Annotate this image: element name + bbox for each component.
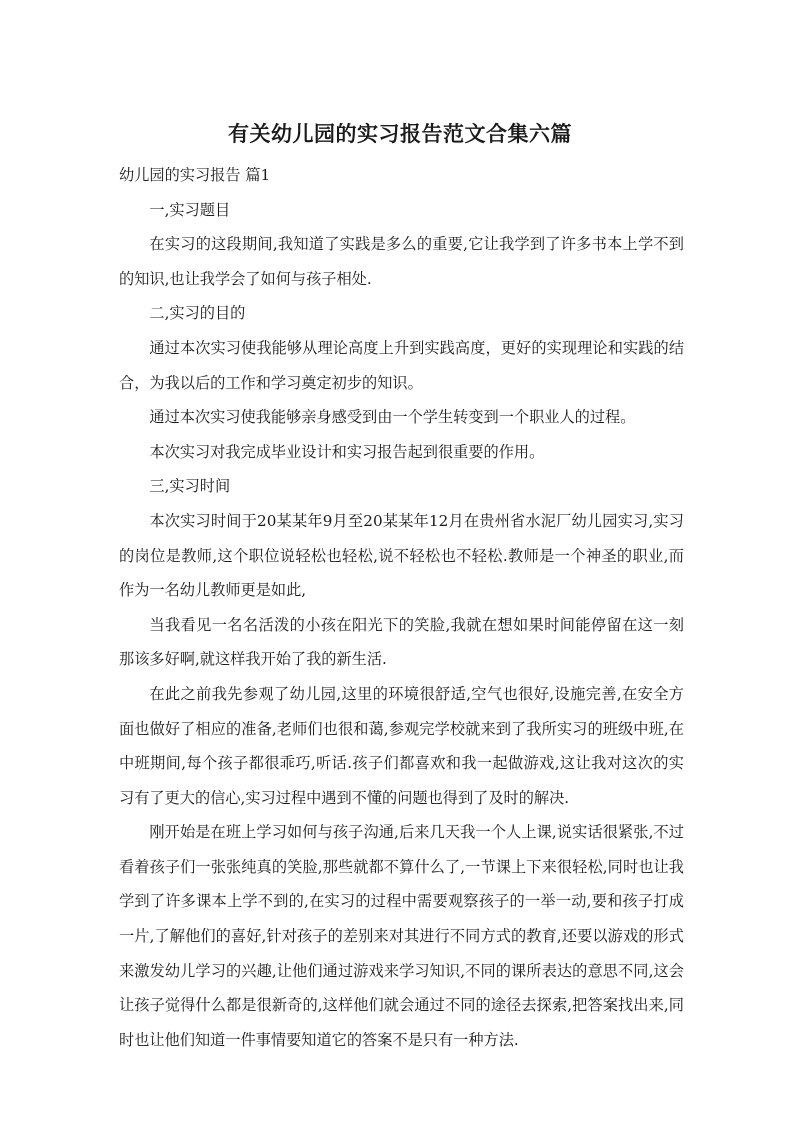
document-body — [119, 158, 684, 1057]
body-paragraph: 通过本次实习使我能够亲身感受到由一个学生转变到一个职业人的过程。 — [149, 408, 636, 427]
body-paragraph: 通过本次实习使我能够从理论高度上升到实践高度，更好的实现理论和实践的结合，为我以后的工作和学习奠定初步的知识。 — [119, 338, 684, 392]
subheading-topic: 一,实习题目 — [149, 200, 231, 219]
body-paragraph: 本次实习对我完成毕业设计和实习报告起到很重要的作用。 — [149, 442, 545, 461]
body-paragraph: 在此之前我先参观了幼儿园,这里的环境很舒适,空气也很好,设施完善,在安全方面也做好了相应的准备,老师们也很和蔼,参观完学校就来到了我所实习的班级中班,在中班期间,每个孩子都很乖巧,听话.孩子们都喜欢和我一起做游戏,这让我对这次的实习有了更大的信心,实习过程中遇到不懂的问题也得到了及时的解决. — [119, 684, 684, 807]
body-paragraph: 当我看见一名名活泼的小孩在阳光下的笑脸,我就在想如果时间能停留在这一刻那该多好啊,就这样我开始了我的新生活. — [119, 615, 684, 669]
section-heading: 幼儿园的实习报告 篇1 — [119, 166, 271, 184]
body-paragraph: 本次实习时间于20某某年9月至20某某年12月在贵州省水泥厂幼儿园实习,实习的岗位是教师,这个职位说轻松也轻松,说不轻松也不轻松.教师是一个神圣的职业,而作为一名幼儿教师更是如此, — [119, 511, 684, 600]
document-title: 有关幼儿园的实习报告范文合集六篇 — [228, 122, 572, 146]
body-paragraph: 刚开始是在班上学习如何与孩子沟通,后来几天我一个人上课,说实话很紧张,不过看着孩子们一张张纯真的笑脸,那些就都不算什么了,一节课上下来很轻松,同时也让我学到了许多课本上学不到的,在实习的过程中需要观察孩子的一举一动,要和孩子打成一片,了解他们的喜好,针对孩子的差别来对其进行不同方式的教育,还要以游戏的形式来激发幼儿学习的兴趣,让他们通过游戏来学习知识,不同的课所表达的意思不同,这会让孩子觉得什么都是很新奇的,这样他们就会通过不同的途径去探索,把答案找出来,同时也让他们知道一件事情要知道它的答案不是只有一种方法. — [119, 823, 684, 1049]
subheading-purpose: 二,实习的目的 — [149, 304, 246, 323]
body-paragraph: 在实习的这段期间,我知道了实践是多么的重要,它让我学到了许多书本上学不到的知识,也让我学会了如何与孩子相处. — [119, 235, 684, 288]
subheading-time: 三,实习时间 — [149, 477, 231, 496]
